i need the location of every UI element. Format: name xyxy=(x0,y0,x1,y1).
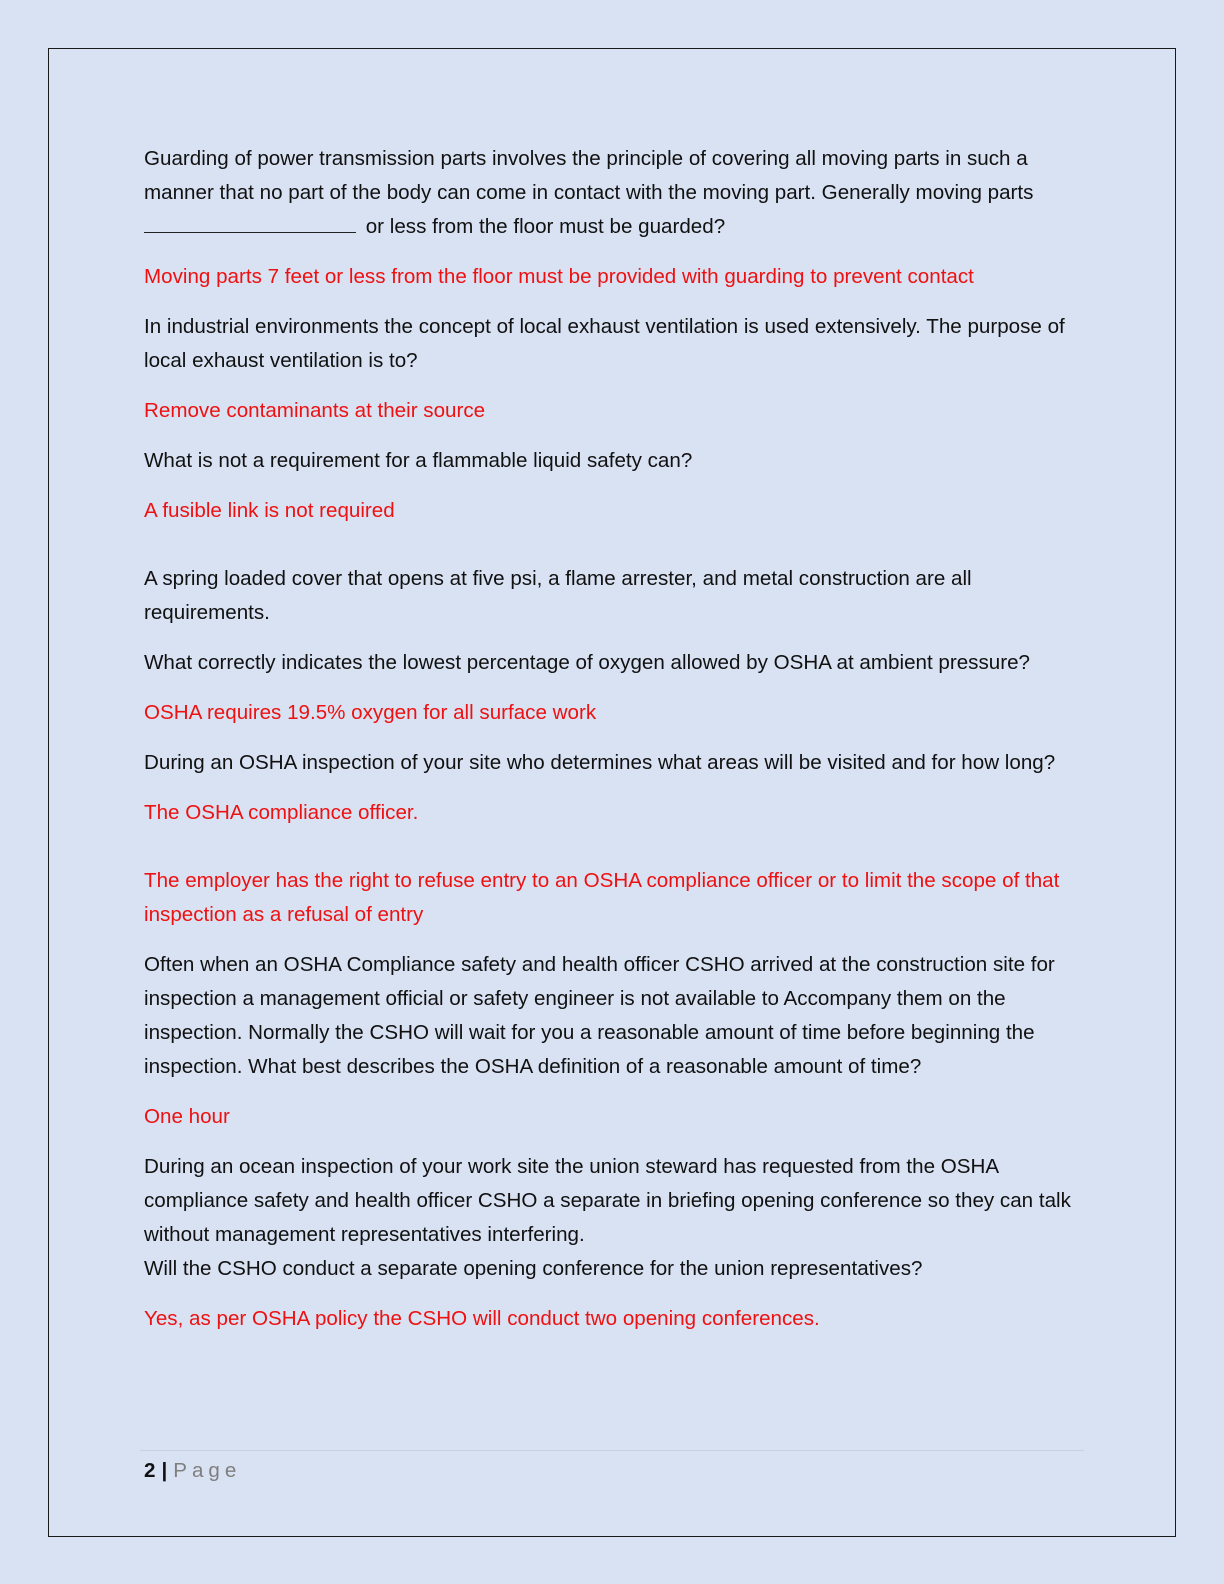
answer-oxygen-level: OSHA requires 19.5% oxygen for all surface work xyxy=(144,701,597,724)
document-body xyxy=(144,142,1084,1352)
answer-safety-can: A fusible link is not required xyxy=(144,499,395,522)
note-safety-can-requirements: A spring loaded cover that opens at five psi, a flame arrester, and metal construction are all requirements. xyxy=(144,567,972,624)
question-machine-guarding xyxy=(144,142,1084,244)
answer-inspection-areas: The OSHA compliance officer. xyxy=(144,801,419,824)
question-inspection-areas: During an OSHA inspection of your site who determines what areas will be visited and for how long? xyxy=(144,751,1056,774)
question-union-steward-context: During an ocean inspection of your work site the union steward has requested from the OSHA compliance safety and health officer CSHO a separate in briefing opening conference so they can talk without management representatives interfering. xyxy=(144,1155,1071,1246)
fill-in-blank xyxy=(144,212,356,233)
answer-local-exhaust: Remove contaminants at their source xyxy=(144,399,486,422)
question-oxygen-level: What correctly indicates the lowest percentage of oxygen allowed by OSHA at ambient pressure? xyxy=(144,651,1030,674)
answer-refusal-of-entry: The employer has the right to refuse entry to an OSHA compliance officer or to limit the scope of that inspection as a refusal of entry xyxy=(144,869,1060,926)
question-text-end: or less from the floor must be guarded? xyxy=(360,215,726,238)
question-local-exhaust: In industrial environments the concept of local exhaust ventilation is used extensively. The purpose of local exhaust ventilation is to? xyxy=(144,315,1065,372)
page-footer xyxy=(144,1454,241,1488)
page-number: 2 xyxy=(144,1459,156,1482)
answer-machine-guarding: Moving parts 7 feet or less from the floor must be provided with guarding to prevent contact xyxy=(144,265,974,288)
footer-divider xyxy=(140,1450,1084,1451)
answer-reasonable-time: One hour xyxy=(144,1105,230,1128)
question-safety-can: What is not a requirement for a flammable liquid safety can? xyxy=(144,449,693,472)
question-union-steward-ask: Will the CSHO conduct a separate opening conference for the union representatives? xyxy=(144,1257,923,1280)
question-reasonable-time: Often when an OSHA Compliance safety and health officer CSHO arrived at the construction site for inspection a management official or safety engineer is not available to Accompany them on the inspection. Normally the CSHO will wait for you a reasonable amount of time before beginning the inspection. What best describes the OSHA definition of a reasonable amount of time? xyxy=(144,953,1055,1078)
page-label: Page xyxy=(173,1459,242,1482)
question-union-steward xyxy=(144,1150,1084,1286)
question-text-start: Guarding of power transmission parts involves the principle of covering all moving parts in such a manner that no part of the body can come in contact with the moving part. Generally moving parts xyxy=(144,147,1034,204)
answer-union-steward: Yes, as per OSHA policy the CSHO will conduct two opening conferences. xyxy=(144,1307,820,1330)
footer-separator: | xyxy=(161,1459,168,1482)
